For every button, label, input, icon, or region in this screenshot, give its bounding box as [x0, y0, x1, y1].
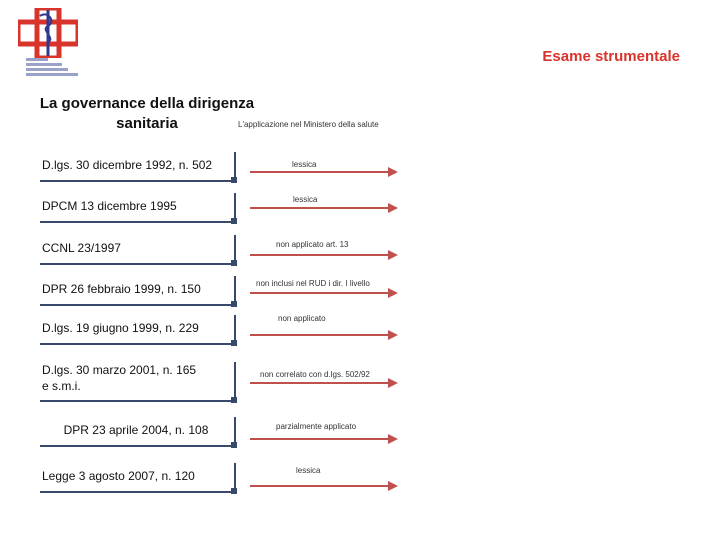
status-label: non inclusi nel RUD i dir. I livello	[256, 279, 370, 288]
arrow	[250, 330, 398, 340]
arrow	[250, 288, 398, 298]
main-title: La governance della dirigenza sanitaria	[39, 95, 255, 132]
arrow	[250, 203, 398, 213]
logo-caption-lines	[26, 58, 78, 78]
law-label: D.lgs. 30 dicembre 1992, n. 502	[42, 158, 213, 172]
law-label: DPR 23 aprile 2004, n. 108	[63, 423, 209, 437]
arrow	[250, 250, 398, 260]
law-box	[38, 191, 234, 221]
law-box	[38, 415, 234, 445]
arrow	[250, 378, 398, 388]
law-label: D.lgs. 30 marzo 2001, n. 165 e s.m.i.	[42, 363, 197, 393]
logo-cross-icon	[18, 8, 78, 58]
law-label: CCNL 23/1997	[42, 241, 121, 255]
status-label: non applicato art. 13	[276, 240, 349, 249]
law-label: Legge 3 agosto 2007, n. 120	[42, 469, 195, 483]
status-label: lessica	[292, 160, 317, 169]
law-box	[38, 360, 234, 400]
law-label: DPR 26 febbraio 1999, n. 150	[42, 282, 201, 296]
law-box	[38, 274, 234, 304]
status-label: non correlato con d.lgs. 502/92	[260, 370, 370, 379]
arrow	[250, 434, 398, 444]
law-box	[38, 461, 234, 491]
arrow	[250, 481, 398, 491]
status-label: non applicato	[278, 314, 326, 323]
law-box	[38, 233, 234, 263]
law-label: D.lgs. 19 giugno 1999, n. 229	[42, 321, 199, 335]
law-box	[38, 313, 234, 343]
status-label: parzialmente applicato	[276, 422, 357, 431]
column-label: L'applicazione nel Ministero della salute	[238, 120, 379, 129]
law-box	[38, 150, 234, 180]
status-label: lessica	[293, 195, 318, 204]
slide-title: Esame strumentale	[542, 48, 680, 65]
arrow	[250, 167, 398, 177]
law-label: DPCM 13 dicembre 1995	[42, 199, 177, 213]
status-label: lessica	[296, 466, 321, 475]
